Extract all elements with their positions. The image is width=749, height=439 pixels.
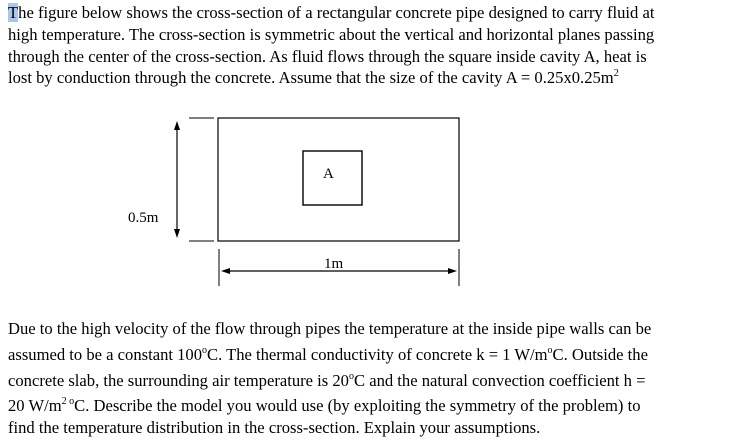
- problem-line-4: 20 $W/m^{2 o}C$. Describe the model you would use (by exploiting the symmetry of the problem) to: [8, 396, 641, 416]
- width-label: 1m: [324, 256, 344, 272]
- intro-line-2: high temperature. The cross-section is symmetric about the vertical and horizontal planes passing: [8, 24, 655, 44]
- intro-line-3: through the center of the cross-section. As fluid flows through the square inside cavity A, heat is: [8, 46, 647, 66]
- width-arrow-right-icon: [448, 268, 457, 274]
- cavity-label: A: [323, 166, 334, 182]
- problem-line-1: Due to the high velocity of the flow through pipes the temperature at the inside pipe walls can be: [8, 319, 652, 338]
- squared-degree-superscript: 2 o: [61, 396, 75, 408]
- problem-line-3: concrete slab, the surrounding air temperature is 20$^o$C and the natural convection coefficient h =: [8, 370, 646, 390]
- problem-paragraph: [8, 318, 743, 439]
- intro-line-4: lost by conduction through the concrete. Assume that the size of the cavity $A = 0.25x0.25m^2$: [8, 68, 619, 88]
- problem-line-5: find the temperature distribution in the cross-section. Explain your assumptions.: [8, 418, 541, 438]
- width-arrow-left-icon: [221, 268, 230, 274]
- intro-line-1: The figure below shows the cross-section of a rectangular concrete pipe designed to carry fluid at: [8, 3, 655, 22]
- height-label: 0.5m: [128, 210, 159, 226]
- text-selection-highlight: T: [8, 3, 19, 22]
- height-arrow-down-icon: [174, 229, 180, 238]
- degree-symbol: o: [547, 344, 553, 356]
- problem-line-2: assumed to be a constant 100$^o$C. The thermal conductivity of concrete k = 1 $W/m^oC$. Outside the: [8, 344, 648, 364]
- outer-concrete-rectangle: [218, 118, 459, 241]
- degree-symbol: o: [202, 344, 208, 356]
- height-arrow-up-icon: [174, 121, 180, 130]
- degree-symbol: o: [348, 370, 354, 382]
- squared-superscript: 2: [613, 68, 619, 80]
